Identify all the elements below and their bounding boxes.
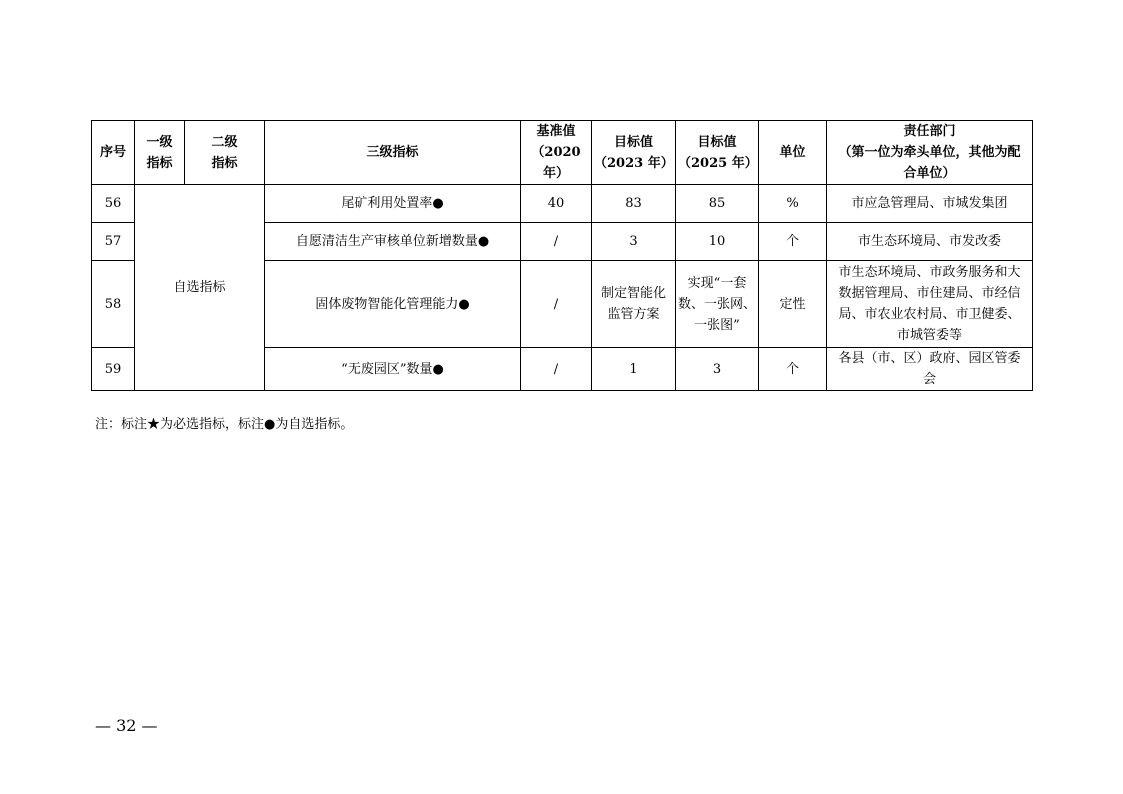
cell-indicator: “无废园区”数量● <box>265 348 521 391</box>
group-label: 自选指标 <box>135 185 265 391</box>
dept-line: 局、市农业农村局、市卫健委、 <box>838 307 1021 322</box>
header-t2023-line2: （2023 年） <box>594 155 674 171</box>
header-level1-line2: 指标 <box>146 155 173 171</box>
cell-indicator: 自愿清洁生产审核单位新增数量● <box>265 223 521 261</box>
header-level1 <box>135 121 185 185</box>
header-level2-line1: 二级 <box>211 134 238 150</box>
target-2025-line: 数、一张网、 <box>678 296 757 312</box>
header-dept-line3: 合单位） <box>903 166 956 181</box>
header-t2025-line2: （2025 年） <box>678 155 758 171</box>
cell-unit: % <box>759 185 827 223</box>
cell-dept <box>827 223 1033 261</box>
cell-target-2025: 3 <box>676 348 759 391</box>
cell-target-2023 <box>592 261 676 348</box>
cell-target-2023: 83 <box>592 185 676 223</box>
cell-base: / <box>521 348 592 391</box>
cell-seq: 58 <box>92 261 135 348</box>
header-unit: 单位 <box>759 121 827 185</box>
header-row <box>92 121 1033 185</box>
cell-target-2023: 1 <box>592 348 676 391</box>
cell-base: 40 <box>521 185 592 223</box>
header-target-2023 <box>592 121 676 185</box>
header-level2-line2: 指标 <box>211 155 238 171</box>
cell-unit: 定性 <box>759 261 827 348</box>
page-number: — 32 — <box>95 716 158 735</box>
table-row <box>92 185 1033 223</box>
cell-unit: 个 <box>759 223 827 261</box>
target-2025-line: 一张图” <box>694 317 740 333</box>
header-level2 <box>185 121 265 185</box>
header-dept-line2: （第一位为牵头单位，其他为配 <box>838 145 1021 160</box>
cell-target-2025 <box>676 261 759 348</box>
cell-base: / <box>521 223 592 261</box>
cell-unit: 个 <box>759 348 827 391</box>
header-base <box>521 121 592 185</box>
header-t2023-line1: 目标值 <box>613 134 653 150</box>
cell-indicator: 尾矿利用处置率● <box>265 185 521 223</box>
footnote: 注：标注★为必选指标，标注●为自选指标。 <box>95 417 354 432</box>
header-dept <box>827 121 1033 185</box>
dept-line: 会 <box>922 372 936 387</box>
dept-line: 市城管委等 <box>896 328 962 343</box>
header-base-line1: 基准值 <box>536 124 576 139</box>
target-2025-line: 实现“一套 <box>687 275 747 291</box>
header-seq: 序号 <box>92 121 135 185</box>
cell-dept <box>827 348 1033 391</box>
cell-dept <box>827 185 1033 223</box>
cell-seq: 56 <box>92 185 135 223</box>
cell-seq: 59 <box>92 348 135 391</box>
cell-indicator: 固体废物智能化管理能力● <box>265 261 521 348</box>
dept-line: 市生态环境局、市政务服务和大 <box>838 265 1021 280</box>
cell-target-2025: 85 <box>676 185 759 223</box>
header-level1-line1: 一级 <box>146 134 173 150</box>
cell-seq: 57 <box>92 223 135 261</box>
header-t2025-line1: 目标值 <box>697 134 737 150</box>
dept-line: 市生态环境局、市发改委 <box>857 234 1001 249</box>
indicator-table <box>91 120 1033 391</box>
header-base-line2: （2020 年） <box>531 145 581 181</box>
cell-target-2023: 3 <box>592 223 676 261</box>
cell-dept <box>827 261 1033 348</box>
dept-line: 数据管理局、市住建局、市经信 <box>838 286 1021 301</box>
header-dept-line1: 责任部门 <box>903 124 956 139</box>
dept-line: 各县（市、区）政府、园区管委 <box>838 351 1021 366</box>
header-level3: 三级指标 <box>265 121 521 185</box>
header-target-2025 <box>676 121 759 185</box>
cell-target-2025: 10 <box>676 223 759 261</box>
cell-base: / <box>521 261 592 348</box>
target-2023-line: 制定智能化 <box>600 286 666 301</box>
target-2023-line: 监管方案 <box>607 307 660 322</box>
dept-line: 市应急管理局、市城发集团 <box>851 196 1008 211</box>
